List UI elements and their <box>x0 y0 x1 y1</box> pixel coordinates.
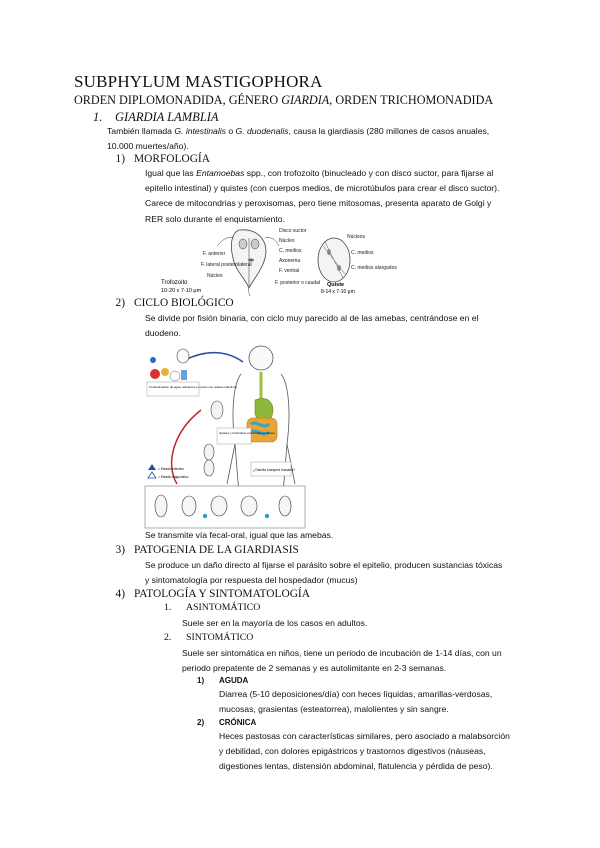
patologia-number: 4) <box>115 588 125 600</box>
aguda-line-1: Diarrea (5-10 deposiciones/día) con heces líquidas, amarillas-verdosas, <box>219 689 493 699</box>
ciclo-line-1: Se divide por fisión binaria, con ciclo muy parecido al de las amebas, centrándose en el <box>145 313 479 323</box>
intro-text-c: , causa la giardiasis (280 millones de casos anuales, <box>288 126 490 136</box>
page-title: SUBPHYLUM MASTIGOPHORA <box>74 72 323 91</box>
asintomatico-heading <box>164 602 260 613</box>
ciclo-line-2: duodeno. <box>145 328 181 339</box>
section-1-number: 1. <box>93 110 103 124</box>
legend-infective: = Estadio infectivo <box>158 467 184 471</box>
legend-diagnostic: = Estadio diagnóstico <box>158 475 189 479</box>
label-center-3: C. medios <box>279 248 302 254</box>
infective-marker <box>148 464 156 470</box>
morfologia-paragraph <box>145 166 545 227</box>
intro-line-1 <box>107 124 527 139</box>
morfologia-title: MORFOLOGÍA <box>134 153 210 165</box>
aguda-paragraph <box>219 687 539 717</box>
sintomatico-paragraph <box>182 646 542 676</box>
cronica-title: CRÓNICA <box>219 718 257 727</box>
sintomatico-number: 2. <box>164 632 172 643</box>
excretion-note: Quistes y trofozoitos excretados en heces <box>219 431 275 435</box>
excretion-arrow <box>172 410 201 484</box>
morfologia-line-3: Carece de mitocondrias y peroxisomas, pero tiene mitosomas, presenta aparato de Golgi y <box>145 198 492 209</box>
cronica-line-1: Heces pastosas con características similares, pero asociado a malabsorción <box>219 731 510 741</box>
transmision-text: Se transmite vía fecal-oral, igual que las amebas. <box>145 530 334 540</box>
life-cycle-figure <box>143 344 307 530</box>
intro-text-a: También llamada <box>107 126 175 136</box>
label-center-4: Axonema <box>279 258 301 264</box>
aguda-line-2: mucosas, grasientas (esteatorrea), malolientes y sin sangre. <box>219 704 449 715</box>
host-question: ¿Giardia huesped humano? <box>253 468 296 472</box>
ciclo-heading <box>107 297 234 309</box>
morfologia-number: 1) <box>115 153 125 165</box>
subtitle-part-2: GIARDIA <box>281 93 330 107</box>
page-subtitle <box>74 93 493 108</box>
morfologia-heading <box>107 153 210 165</box>
label-center-6: F. posterior o caudal <box>275 280 321 286</box>
patogenia-title: PATOGENIA DE LA GIARDIASIS <box>134 544 299 556</box>
subtitle-part-3: , ORDEN TRICHOMONADIDA <box>329 93 494 107</box>
label-right-2: C. medios <box>351 250 374 256</box>
morfologia-line-4: RER solo durante el enquistamiento. <box>145 213 285 224</box>
intro-text-b: o <box>225 126 236 136</box>
sintomatico-heading <box>164 632 253 643</box>
label-center-1: Disco suctor <box>279 228 307 234</box>
subtitle-part-1: ORDEN DIPLOMONADIDA, GÉNERO <box>74 93 282 107</box>
aguda-heading <box>197 676 248 685</box>
quiste-label: Quiste <box>327 282 345 288</box>
food-drawing <box>150 349 189 381</box>
intro-italic-b: G. duodenalis <box>235 126 289 136</box>
cronica-paragraph <box>219 729 549 775</box>
section-1-title: GIARDIA LAMBLIA <box>115 110 219 124</box>
label-center-5: F. ventral <box>279 268 300 274</box>
label-right-3: C. medios alargados <box>351 265 397 271</box>
label-right-1: Núcleos <box>347 234 366 240</box>
morfologia-line-2: epitelio intestinal) y quistes (con cuerpos medios, de microtúbulos para crear el disco suctor). <box>145 183 500 194</box>
quiste-drawing <box>318 238 350 282</box>
aguda-number: 1) <box>197 676 205 685</box>
patologia-heading <box>107 588 310 600</box>
patologia-title: PATOLOGÍA Y SINTOMATOLOGÍA <box>134 588 310 600</box>
sintomatico-line-2: periodo prepatente de 2 semanas y es autolimitante en 2-3 semanas. <box>182 663 447 674</box>
label-left-1: F. anterior <box>203 251 226 257</box>
patogenia-heading <box>107 544 299 556</box>
intro-paragraph <box>107 124 527 154</box>
trofozoito-size: 10-20 x 7-10 µm <box>161 288 202 294</box>
patogenia-line-2: y sintomatología por respuesta del hospedador (mucus) <box>145 575 358 586</box>
asintomatico-number: 1. <box>164 602 172 613</box>
ingestion-arrow <box>185 353 243 362</box>
label-left-3: Núcleo <box>207 273 223 279</box>
diagnostic-marker <box>148 472 156 478</box>
cronica-line-3: digestiones lentas, distensión abdominal, flatulencia y pérdida de peso). <box>219 761 493 772</box>
morfologia-italic: Entamoebas <box>196 168 245 178</box>
morfologia-text-a: Igual que las <box>145 168 197 178</box>
morfologia-line-1 <box>145 166 545 181</box>
section-1-heading <box>93 110 219 125</box>
sintomatico-title: SINTOMÁTICO <box>186 632 254 643</box>
cronica-number: 2) <box>197 718 205 727</box>
patogenia-number: 3) <box>115 544 125 556</box>
quiste-size: 8-14 x 7-10 µm <box>321 289 355 295</box>
asintomatico-title: ASINTOMÁTICO <box>186 602 261 613</box>
morfologia-text-b: spp., con trofozoito (binucleado y con disco suctor, para fijarse al <box>244 168 494 178</box>
intro-italic-a: G. intestinalis <box>174 126 226 136</box>
patogenia-line-1: Se produce un daño directo al fijarse el parásito sobre el epitelio, producen sustancias tóxicas <box>145 560 503 570</box>
food-note: Contaminación de agua, alimentos o manos con quistes infectivos <box>149 385 237 389</box>
trofozoito-label: Trofozoito <box>161 280 188 286</box>
label-center-2: Núcleo <box>279 238 295 244</box>
ciclo-number: 2) <box>115 297 125 309</box>
intro-line-2: 10.000 muertes/año). <box>107 141 189 152</box>
patogenia-paragraph <box>145 558 545 588</box>
label-left-2: F. lateral posterolateral <box>201 262 252 268</box>
cronica-line-2: y debilidad, con dolores epigástricos y trastornos digestivos (náuseas, <box>219 746 486 757</box>
cronica-heading <box>197 718 256 727</box>
ciclo-title: CICLO BIOLÓGICO <box>134 297 234 309</box>
asintomatico-text: Suele ser en la mayoría de los casos en adultos. <box>182 618 368 628</box>
morphology-figure <box>147 224 397 296</box>
aguda-title: AGUDA <box>219 676 249 685</box>
ciclo-paragraph <box>145 311 545 341</box>
sintomatico-line-1: Suele ser sintomática en niños, tiene un periodo de incubación de 1-14 días, con un <box>182 648 502 658</box>
